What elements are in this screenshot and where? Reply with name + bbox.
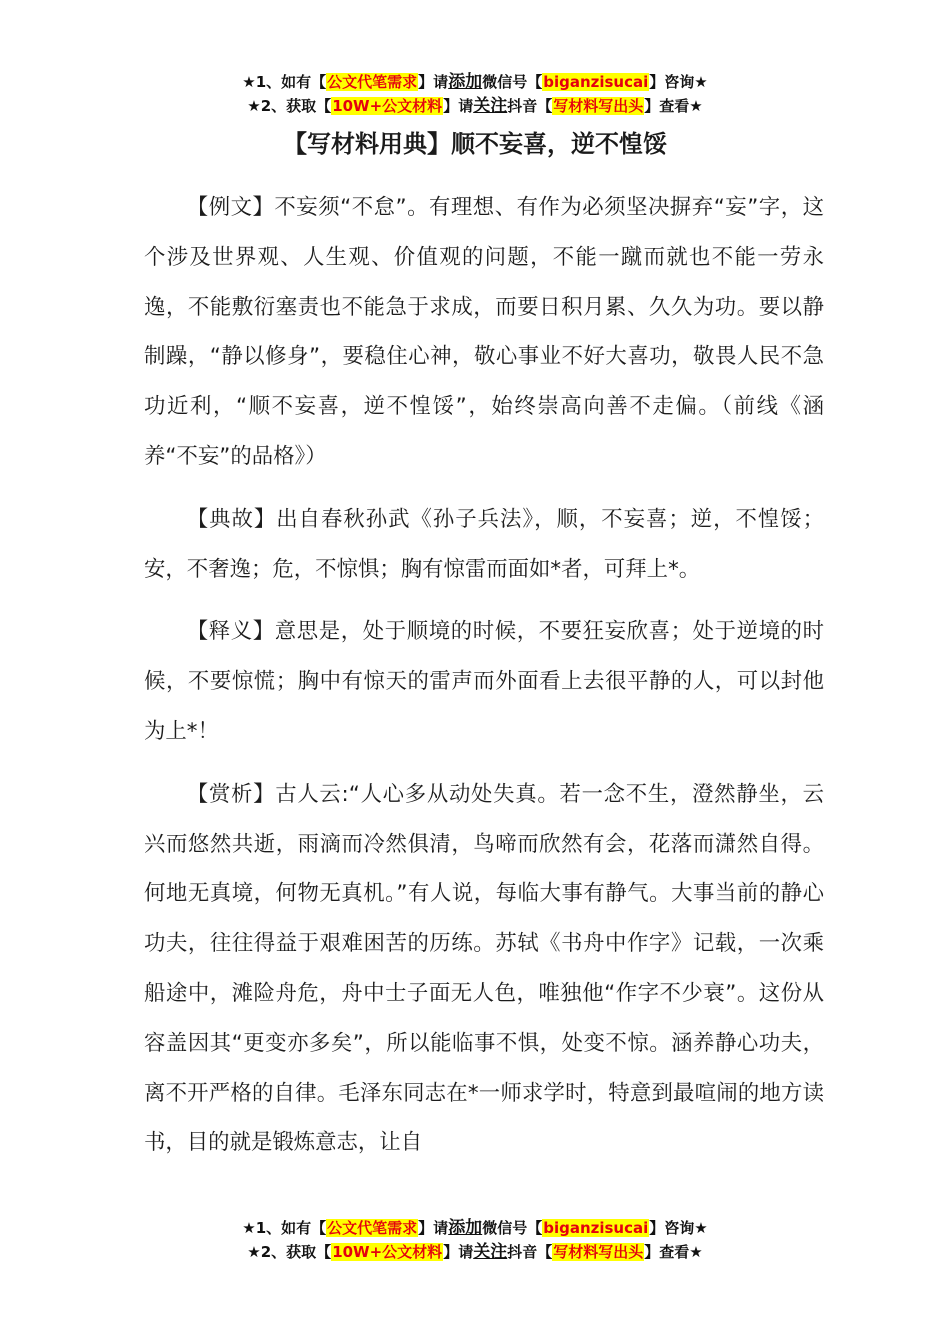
banner-text: 】查看★	[644, 97, 703, 115]
paragraph-appreciation: 【赏析】古人云:“人心多从动处失真。若一念不生，澄然静坐，云兴而悠然共逝，雨滴而冷然俱清，鸟啼而欣然有会，花落而潇然自得。何地无真境，何物无真机。”有人说，每临大事有静气。大事当前的静心功夫，往往得益于艰难困苦的历练。苏轼《书舟中作字》记载，一次乘船途中，滩险舟危，舟中士子面无人色，唯独他“作字不少衰”。这份从容盖因其“更变亦多矣”，所以能临事不惧，处变不惊。涵养静心功夫，离不开严格的自律。毛泽东同志在*一师求学时，特意到最喧闹的地方读书，目的就是锻炼意志，让自	[144, 781, 824, 1156]
paragraph-example: 【例文】不妄须“不怠”。有理想、有作为必须坚决摒弃“妄”字，这个涉及世界观、人生观、价值观的问题，不能一蹴而就也不能一劳永逸，不能敷衍塞责也不能急于求成，而要日积月累、久久为功。要以静制躁，“静以修身”，要稳住心神，敬心事业不好大喜功，敬畏人民不急功近利，“顺不妄喜，逆不惶馁”，始终崇高向善不走偏。（前线《涵养“不妄”的品格》）	[144, 195, 824, 469]
banner-emphasis: 添加	[448, 72, 483, 92]
banner-text: 】咨询★	[649, 73, 708, 91]
banner-line-2	[0, 94, 950, 118]
banner-highlight: 写材料写出头	[553, 1243, 644, 1261]
paragraph-meaning: 【释义】意思是，处于顺境的时候，不要狂妄欣喜；处于逆境的时候，不要惊慌；胸中有惊天的雷声而外面看上去很平静的人，可以封他为上*！	[144, 619, 824, 744]
banner-highlight: 写材料写出头	[553, 97, 644, 115]
banner-text: ★2、获取【	[247, 97, 332, 115]
banner-line-2	[0, 1240, 950, 1264]
page-title: 【写材料用典】顺不妄喜，逆不惶馁	[283, 130, 667, 158]
banner-text: 抖音【	[507, 97, 553, 115]
banner-text: ★1、如有【	[242, 1219, 327, 1237]
banner-text: ★2、获取【	[247, 1243, 332, 1261]
banner-highlight: 10W+公文材料	[332, 97, 443, 115]
banner-text: 微信号【	[482, 1219, 543, 1237]
banner-text: 】请	[443, 97, 474, 115]
document-body	[144, 183, 824, 1181]
paragraph-allusion: 【典故】出自春秋孙武《孙子兵法》，顺，不妄喜；逆，不惶馁；安，不奢逸；危，不惊惧；胸有惊雷而面如*者，可拜上*。	[144, 506, 824, 582]
banner-text: 抖音【	[507, 1243, 553, 1261]
banner-highlight: 公文代笔需求	[327, 73, 418, 91]
header-banner	[0, 70, 950, 118]
banner-text: 微信号【	[482, 73, 543, 91]
banner-wechat-id: biganzisucai	[543, 1219, 649, 1237]
footer-banner	[0, 1216, 950, 1264]
banner-text: 】请	[418, 73, 449, 91]
banner-highlight: 10W+公文材料	[332, 1243, 443, 1261]
banner-text: 】查看★	[644, 1243, 703, 1261]
banner-emphasis: 关注	[473, 96, 508, 116]
banner-text: 】请	[418, 1219, 449, 1237]
banner-text: 】咨询★	[649, 1219, 708, 1237]
banner-emphasis: 添加	[448, 1218, 483, 1238]
banner-text: 】请	[443, 1243, 474, 1261]
banner-text: ★1、如有【	[242, 73, 327, 91]
banner-line-1	[0, 70, 950, 94]
banner-emphasis: 关注	[473, 1242, 508, 1262]
banner-wechat-id: biganzisucai	[543, 73, 649, 91]
banner-line-1	[0, 1216, 950, 1240]
banner-highlight: 公文代笔需求	[327, 1219, 418, 1237]
